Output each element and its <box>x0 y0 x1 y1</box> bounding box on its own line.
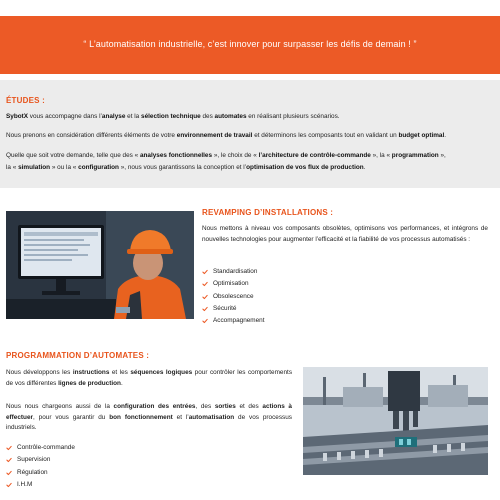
bold-text: automatisation <box>188 413 235 421</box>
text-segment: et déterminons les composants tout en validant un <box>252 132 399 139</box>
bold-text: bon fonctionnement <box>109 413 173 421</box>
etudes-paragraph-3 <box>6 151 492 161</box>
bold-text: configuration <box>78 164 119 171</box>
etudes-title: ÉTUDES : <box>6 96 45 105</box>
list-item <box>6 454 75 466</box>
text-segment: de vos processus industriels. <box>6 413 292 432</box>
list-item-label: Optimisation <box>213 280 249 288</box>
check-icon <box>202 269 208 275</box>
programmation-paragraph-1 <box>6 368 292 389</box>
programmation-paragraph-2 <box>6 402 292 434</box>
list-item <box>6 467 75 479</box>
text-segment: pour contrôler les comportements de vos différentes <box>6 369 293 387</box>
list-item-label: Régulation <box>17 468 48 476</box>
text-segment: . <box>444 132 447 139</box>
text-segment: , des <box>195 403 215 410</box>
list-item-label: Sécurité <box>213 305 237 313</box>
bold-text: configuration des entrées <box>113 403 196 410</box>
list-item <box>202 291 265 303</box>
bold-text: l’architecture de contrôle-commande <box>258 152 371 159</box>
list-item-label: Supervision <box>17 456 51 464</box>
text-segment: la « <box>6 164 19 171</box>
text-segment: et les <box>109 369 131 376</box>
revamping-text: Nous mettons à niveau vos composants obsolètes, optimisons vos performances, et intégrons de nouvelles technologies pour augmenter l’efficacité et la fiabilité de vos processus automatisés : <box>202 225 488 243</box>
programmation-title: PROGRAMMATION D’AUTOMATES : <box>6 351 150 360</box>
list-item <box>202 266 265 278</box>
bold-text: analyses fonctionnelles <box>139 152 213 159</box>
bold-text: environnement de travail <box>176 132 253 139</box>
revamping-list <box>202 266 265 327</box>
text-segment: et la <box>125 113 142 120</box>
bold-text: sélection technique <box>141 113 201 120</box>
banner-quote: “ L’automatisation industrielle, c’est innover pour surpasser les défis de demain ! ” <box>83 39 417 50</box>
check-icon <box>202 294 208 300</box>
bold-text: SybotX <box>6 113 29 120</box>
bold-text: analyse <box>101 113 126 120</box>
text-segment: et l’ <box>172 413 189 421</box>
check-icon <box>202 318 208 324</box>
list-item-label: Contrôle-commande <box>17 444 75 452</box>
text-segment: , pour vous garantir du <box>33 413 110 421</box>
text-segment: vous accompagne dans l’ <box>28 113 102 120</box>
check-icon <box>202 306 208 312</box>
bold-text: budget optimal <box>398 132 445 139</box>
text-segment: et des <box>235 403 263 410</box>
text-segment: », nous vous garantissons la conception et l’ <box>118 164 247 171</box>
bold-text: sorties <box>214 403 236 410</box>
text-segment: », le choix de « <box>212 152 259 159</box>
text-segment: Nous développons les <box>6 369 73 376</box>
text-segment: », <box>438 152 446 159</box>
etudes-paragraph-2 <box>6 131 492 141</box>
bold-text: automates <box>214 113 247 120</box>
list-item-label: Obsolescence <box>213 292 254 300</box>
text-segment: en réalisant plusieurs scénarios. <box>246 113 340 120</box>
revamping-title: REVAMPING D’INSTALLATIONS : <box>202 208 334 217</box>
list-item-label: I.H.M <box>17 481 33 489</box>
text-segment: . <box>120 379 123 387</box>
check-icon <box>6 482 12 488</box>
list-item <box>6 442 75 454</box>
text-segment: Quelle que soit votre demande, telle que des « <box>6 152 140 159</box>
quote-banner <box>0 16 500 74</box>
bold-text: lignes de production <box>58 379 121 387</box>
list-item-label: Standardisation <box>213 268 258 276</box>
programmation-list <box>6 442 75 491</box>
bold-text: simulation <box>18 164 51 171</box>
check-icon <box>202 281 208 287</box>
check-icon <box>6 457 12 463</box>
list-item <box>6 479 75 491</box>
bold-text: actions à effectuer <box>6 403 292 421</box>
machine-photo <box>303 367 488 475</box>
etudes-paragraph-1 <box>6 112 492 122</box>
list-item <box>202 315 265 327</box>
list-item <box>202 278 265 290</box>
check-icon <box>6 445 12 451</box>
bold-text: optimisation de vos flux de production <box>246 164 364 171</box>
etudes-paragraph-4 <box>6 163 492 173</box>
bold-text: séquences logiques <box>130 369 193 376</box>
text-segment: des <box>200 113 215 120</box>
bold-text: programmation <box>391 152 439 159</box>
list-item-label: Accompagnement <box>213 317 265 325</box>
check-icon <box>6 470 12 476</box>
text-segment: », la « <box>370 152 392 159</box>
bold-text: instructions <box>72 369 110 376</box>
list-item <box>202 303 265 315</box>
engineer-photo <box>6 211 194 319</box>
text-segment: » ou la « <box>50 164 79 171</box>
text-segment: . <box>363 164 366 171</box>
text-segment: Nous prenons en considération différents éléments de votre <box>6 132 177 139</box>
text-segment: Nous nous chargeons aussi de la <box>6 403 114 410</box>
